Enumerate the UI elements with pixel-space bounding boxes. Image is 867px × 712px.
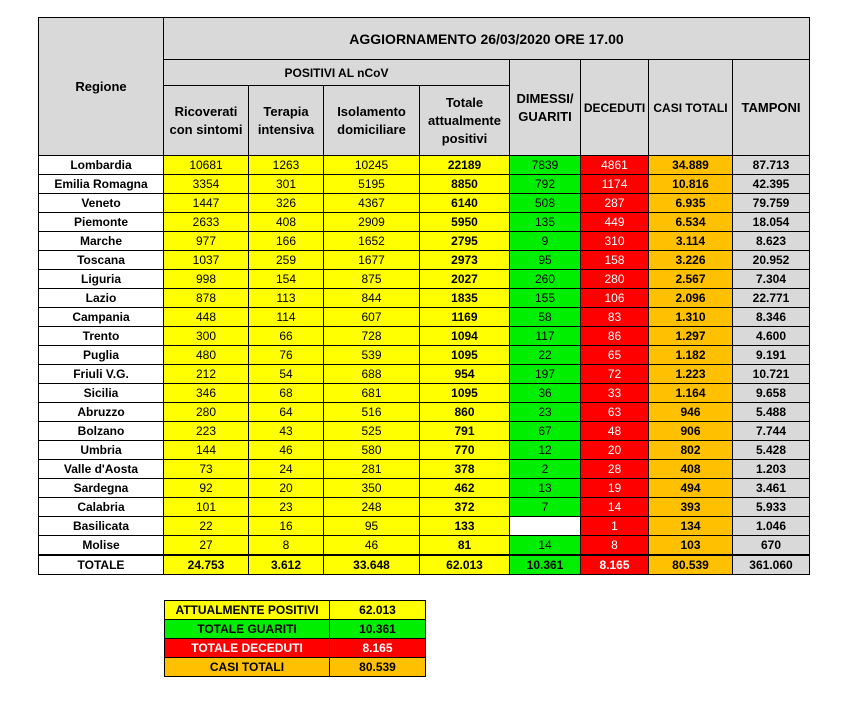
tamponi-value: 3.461 bbox=[733, 479, 810, 498]
casi-totali-value: 6.935 bbox=[649, 194, 733, 213]
tamponi-value: 5.488 bbox=[733, 403, 810, 422]
casi-totali-value: 6.534 bbox=[649, 213, 733, 232]
casi-totali-value: 134 bbox=[649, 517, 733, 536]
deceduti-value: 158 bbox=[581, 251, 649, 270]
tamponi-value: 4.600 bbox=[733, 327, 810, 346]
deceduti-value: 48 bbox=[581, 422, 649, 441]
deceduti-value: 86 bbox=[581, 327, 649, 346]
ricoverati-value: 480 bbox=[164, 346, 249, 365]
terapia-value: 54 bbox=[249, 365, 324, 384]
casi-totali-value: 906 bbox=[649, 422, 733, 441]
header-terapia: Terapia intensiva bbox=[249, 86, 324, 156]
region-name: Marche bbox=[39, 232, 164, 251]
tamponi-value: 5.933 bbox=[733, 498, 810, 517]
region-name: Toscana bbox=[39, 251, 164, 270]
region-name: Valle d'Aosta bbox=[39, 460, 164, 479]
terapia-value: 326 bbox=[249, 194, 324, 213]
casi-totali-value: 1.182 bbox=[649, 346, 733, 365]
ricoverati-value: 22 bbox=[164, 517, 249, 536]
summary-label-guariti: TOTALE GUARITI bbox=[165, 620, 330, 639]
casi-totali-value: 2.567 bbox=[649, 270, 733, 289]
isolamento-value: 1652 bbox=[324, 232, 420, 251]
totale-positivi-value: 2027 bbox=[420, 270, 510, 289]
terapia-value: 76 bbox=[249, 346, 324, 365]
dimessi-value: 135 bbox=[510, 213, 581, 232]
totale-positivi-value: 1094 bbox=[420, 327, 510, 346]
isolamento-value: 688 bbox=[324, 365, 420, 384]
terapia-value: 66 bbox=[249, 327, 324, 346]
totale-positivi-value: 791 bbox=[420, 422, 510, 441]
header-positivi-group: POSITIVI AL nCoV bbox=[164, 60, 510, 86]
table-row bbox=[39, 460, 810, 479]
table-row bbox=[39, 327, 810, 346]
isolamento-value: 248 bbox=[324, 498, 420, 517]
ricoverati-value: 280 bbox=[164, 403, 249, 422]
deceduti-value: 8.165 bbox=[581, 555, 649, 575]
tamponi-value: 79.759 bbox=[733, 194, 810, 213]
tamponi-value: 18.054 bbox=[733, 213, 810, 232]
totale-positivi-value: 5950 bbox=[420, 213, 510, 232]
header-totale-positivi: Totale attualmente positivi bbox=[420, 86, 510, 156]
totale-positivi-value: 372 bbox=[420, 498, 510, 517]
ricoverati-value: 27 bbox=[164, 536, 249, 556]
isolamento-value: 1677 bbox=[324, 251, 420, 270]
ricoverati-value: 144 bbox=[164, 441, 249, 460]
header-regione: Regione bbox=[39, 18, 164, 156]
totale-positivi-value: 378 bbox=[420, 460, 510, 479]
casi-totali-value: 408 bbox=[649, 460, 733, 479]
ricoverati-value: 977 bbox=[164, 232, 249, 251]
table-row bbox=[39, 441, 810, 460]
table-row bbox=[39, 289, 810, 308]
covid-regional-table bbox=[38, 17, 810, 575]
isolamento-value: 539 bbox=[324, 346, 420, 365]
terapia-value: 23 bbox=[249, 498, 324, 517]
dimessi-value: 508 bbox=[510, 194, 581, 213]
table-row bbox=[39, 194, 810, 213]
ricoverati-value: 1037 bbox=[164, 251, 249, 270]
casi-totali-value: 2.096 bbox=[649, 289, 733, 308]
deceduti-value: 28 bbox=[581, 460, 649, 479]
casi-totali-value: 393 bbox=[649, 498, 733, 517]
summary-value-guariti: 10.361 bbox=[330, 620, 426, 639]
dimessi-value: 7839 bbox=[510, 156, 581, 175]
totale-positivi-value: 770 bbox=[420, 441, 510, 460]
summary-label-positivi: ATTUALMENTE POSITIVI bbox=[165, 601, 330, 620]
deceduti-value: 72 bbox=[581, 365, 649, 384]
ricoverati-value: 448 bbox=[164, 308, 249, 327]
table-row bbox=[39, 498, 810, 517]
tamponi-value: 361.060 bbox=[733, 555, 810, 575]
terapia-value: 20 bbox=[249, 479, 324, 498]
casi-totali-value: 1.297 bbox=[649, 327, 733, 346]
totale-positivi-value: 2973 bbox=[420, 251, 510, 270]
ricoverati-value: 73 bbox=[164, 460, 249, 479]
terapia-value: 68 bbox=[249, 384, 324, 403]
dimessi-value: 13 bbox=[510, 479, 581, 498]
header-tamponi: TAMPONI bbox=[733, 60, 810, 156]
totale-positivi-value: 6140 bbox=[420, 194, 510, 213]
table-row bbox=[39, 251, 810, 270]
terapia-value: 113 bbox=[249, 289, 324, 308]
casi-totali-value: 34.889 bbox=[649, 156, 733, 175]
tamponi-value: 9.658 bbox=[733, 384, 810, 403]
totale-positivi-value: 1169 bbox=[420, 308, 510, 327]
isolamento-value: 580 bbox=[324, 441, 420, 460]
tamponi-value: 22.771 bbox=[733, 289, 810, 308]
tamponi-value: 7.744 bbox=[733, 422, 810, 441]
totale-positivi-value: 133 bbox=[420, 517, 510, 536]
tamponi-value: 7.304 bbox=[733, 270, 810, 289]
tamponi-value: 10.721 bbox=[733, 365, 810, 384]
isolamento-value: 728 bbox=[324, 327, 420, 346]
deceduti-value: 20 bbox=[581, 441, 649, 460]
casi-totali-value: 1.310 bbox=[649, 308, 733, 327]
dimessi-value bbox=[510, 517, 581, 536]
deceduti-value: 449 bbox=[581, 213, 649, 232]
ricoverati-value: 212 bbox=[164, 365, 249, 384]
region-name: Piemonte bbox=[39, 213, 164, 232]
tamponi-value: 8.346 bbox=[733, 308, 810, 327]
table-row bbox=[39, 536, 810, 556]
casi-totali-value: 80.539 bbox=[649, 555, 733, 575]
region-name: Lombardia bbox=[39, 156, 164, 175]
totale-positivi-value: 22189 bbox=[420, 156, 510, 175]
dimessi-value: 197 bbox=[510, 365, 581, 384]
table-row bbox=[39, 213, 810, 232]
deceduti-value: 8 bbox=[581, 536, 649, 556]
summary-table bbox=[164, 600, 426, 677]
region-name: Sicilia bbox=[39, 384, 164, 403]
totale-positivi-value: 1835 bbox=[420, 289, 510, 308]
ricoverati-value: 101 bbox=[164, 498, 249, 517]
deceduti-value: 65 bbox=[581, 346, 649, 365]
totale-positivi-value: 462 bbox=[420, 479, 510, 498]
summary-label-casi: CASI TOTALI bbox=[165, 658, 330, 677]
summary-value-positivi: 62.013 bbox=[330, 601, 426, 620]
dimessi-value: 155 bbox=[510, 289, 581, 308]
ricoverati-value: 998 bbox=[164, 270, 249, 289]
ricoverati-value: 3354 bbox=[164, 175, 249, 194]
table-row bbox=[39, 175, 810, 194]
region-name: Basilicata bbox=[39, 517, 164, 536]
ricoverati-value: 24.753 bbox=[164, 555, 249, 575]
deceduti-value: 106 bbox=[581, 289, 649, 308]
region-name: Molise bbox=[39, 536, 164, 556]
totale-positivi-value: 860 bbox=[420, 403, 510, 422]
dimessi-value: 95 bbox=[510, 251, 581, 270]
casi-totali-value: 10.816 bbox=[649, 175, 733, 194]
tamponi-value: 1.046 bbox=[733, 517, 810, 536]
isolamento-value: 875 bbox=[324, 270, 420, 289]
totale-positivi-value: 1095 bbox=[420, 384, 510, 403]
terapia-value: 46 bbox=[249, 441, 324, 460]
deceduti-value: 63 bbox=[581, 403, 649, 422]
header-deceduti: DECEDUTI bbox=[581, 60, 649, 156]
tamponi-value: 20.952 bbox=[733, 251, 810, 270]
terapia-value: 166 bbox=[249, 232, 324, 251]
dimessi-value: 58 bbox=[510, 308, 581, 327]
header-casi-totali: CASI TOTALI bbox=[649, 60, 733, 156]
header-dimessi: DIMESSI/ GUARITI bbox=[510, 60, 581, 156]
totale-positivi-value: 1095 bbox=[420, 346, 510, 365]
dimessi-value: 792 bbox=[510, 175, 581, 194]
terapia-value: 154 bbox=[249, 270, 324, 289]
table-row bbox=[39, 346, 810, 365]
casi-totali-value: 802 bbox=[649, 441, 733, 460]
totale-positivi-value: 954 bbox=[420, 365, 510, 384]
isolamento-value: 10245 bbox=[324, 156, 420, 175]
isolamento-value: 516 bbox=[324, 403, 420, 422]
casi-totali-value: 3.226 bbox=[649, 251, 733, 270]
isolamento-value: 4367 bbox=[324, 194, 420, 213]
terapia-value: 301 bbox=[249, 175, 324, 194]
dimessi-value: 22 bbox=[510, 346, 581, 365]
isolamento-value: 281 bbox=[324, 460, 420, 479]
terapia-value: 64 bbox=[249, 403, 324, 422]
ricoverati-value: 2633 bbox=[164, 213, 249, 232]
table-row bbox=[39, 156, 810, 175]
region-name: TOTALE bbox=[39, 555, 164, 575]
terapia-value: 3.612 bbox=[249, 555, 324, 575]
header-ricoverati: Ricoverati con sintomi bbox=[164, 86, 249, 156]
deceduti-value: 1174 bbox=[581, 175, 649, 194]
terapia-value: 24 bbox=[249, 460, 324, 479]
tamponi-value: 42.395 bbox=[733, 175, 810, 194]
table-row bbox=[39, 517, 810, 536]
totale-positivi-value: 8850 bbox=[420, 175, 510, 194]
terapia-value: 43 bbox=[249, 422, 324, 441]
dimessi-value: 2 bbox=[510, 460, 581, 479]
table-row bbox=[39, 270, 810, 289]
region-name: Friuli V.G. bbox=[39, 365, 164, 384]
dimessi-value: 12 bbox=[510, 441, 581, 460]
ricoverati-value: 223 bbox=[164, 422, 249, 441]
ricoverati-value: 1447 bbox=[164, 194, 249, 213]
ricoverati-value: 878 bbox=[164, 289, 249, 308]
deceduti-value: 19 bbox=[581, 479, 649, 498]
deceduti-value: 287 bbox=[581, 194, 649, 213]
terapia-value: 16 bbox=[249, 517, 324, 536]
deceduti-value: 83 bbox=[581, 308, 649, 327]
isolamento-value: 95 bbox=[324, 517, 420, 536]
tamponi-value: 1.203 bbox=[733, 460, 810, 479]
terapia-value: 408 bbox=[249, 213, 324, 232]
casi-totali-value: 1.164 bbox=[649, 384, 733, 403]
isolamento-value: 525 bbox=[324, 422, 420, 441]
table-row bbox=[39, 308, 810, 327]
casi-totali-value: 1.223 bbox=[649, 365, 733, 384]
isolamento-value: 46 bbox=[324, 536, 420, 556]
terapia-value: 1263 bbox=[249, 156, 324, 175]
isolamento-value: 2909 bbox=[324, 213, 420, 232]
terapia-value: 114 bbox=[249, 308, 324, 327]
isolamento-value: 33.648 bbox=[324, 555, 420, 575]
dimessi-value: 23 bbox=[510, 403, 581, 422]
table-row bbox=[39, 479, 810, 498]
table-row bbox=[39, 232, 810, 251]
tamponi-value: 9.191 bbox=[733, 346, 810, 365]
terapia-value: 259 bbox=[249, 251, 324, 270]
tamponi-value: 670 bbox=[733, 536, 810, 556]
deceduti-value: 33 bbox=[581, 384, 649, 403]
summary-label-deceduti: TOTALE DECEDUTI bbox=[165, 639, 330, 658]
isolamento-value: 681 bbox=[324, 384, 420, 403]
region-name: Sardegna bbox=[39, 479, 164, 498]
dimessi-value: 9 bbox=[510, 232, 581, 251]
isolamento-value: 607 bbox=[324, 308, 420, 327]
totale-positivi-value: 62.013 bbox=[420, 555, 510, 575]
report-title: AGGIORNAMENTO 26/03/2020 ORE 17.00 bbox=[164, 18, 810, 60]
deceduti-value: 14 bbox=[581, 498, 649, 517]
table-row bbox=[39, 403, 810, 422]
region-name: Veneto bbox=[39, 194, 164, 213]
casi-totali-value: 103 bbox=[649, 536, 733, 556]
terapia-value: 8 bbox=[249, 536, 324, 556]
summary-value-casi: 80.539 bbox=[330, 658, 426, 677]
region-name: Bolzano bbox=[39, 422, 164, 441]
deceduti-value: 280 bbox=[581, 270, 649, 289]
deceduti-value: 310 bbox=[581, 232, 649, 251]
isolamento-value: 350 bbox=[324, 479, 420, 498]
totale-positivi-value: 81 bbox=[420, 536, 510, 556]
casi-totali-value: 494 bbox=[649, 479, 733, 498]
totale-positivi-value: 2795 bbox=[420, 232, 510, 251]
table-row bbox=[39, 384, 810, 403]
casi-totali-value: 3.114 bbox=[649, 232, 733, 251]
dimessi-value: 117 bbox=[510, 327, 581, 346]
region-name: Lazio bbox=[39, 289, 164, 308]
region-name: Puglia bbox=[39, 346, 164, 365]
table-row bbox=[39, 365, 810, 384]
dimessi-value: 260 bbox=[510, 270, 581, 289]
ricoverati-value: 346 bbox=[164, 384, 249, 403]
totals-row bbox=[39, 555, 810, 575]
region-name: Umbria bbox=[39, 441, 164, 460]
region-name: Trento bbox=[39, 327, 164, 346]
region-name: Liguria bbox=[39, 270, 164, 289]
dimessi-value: 36 bbox=[510, 384, 581, 403]
header-isolamento: Isolamento domiciliare bbox=[324, 86, 420, 156]
dimessi-value: 67 bbox=[510, 422, 581, 441]
deceduti-value: 1 bbox=[581, 517, 649, 536]
region-name: Emilia Romagna bbox=[39, 175, 164, 194]
region-name: Campania bbox=[39, 308, 164, 327]
tamponi-value: 8.623 bbox=[733, 232, 810, 251]
ricoverati-value: 92 bbox=[164, 479, 249, 498]
tamponi-value: 87.713 bbox=[733, 156, 810, 175]
casi-totali-value: 946 bbox=[649, 403, 733, 422]
region-name: Abruzzo bbox=[39, 403, 164, 422]
deceduti-value: 4861 bbox=[581, 156, 649, 175]
summary-value-deceduti: 8.165 bbox=[330, 639, 426, 658]
isolamento-value: 844 bbox=[324, 289, 420, 308]
dimessi-value: 7 bbox=[510, 498, 581, 517]
isolamento-value: 5195 bbox=[324, 175, 420, 194]
table-row bbox=[39, 422, 810, 441]
dimessi-value: 10.361 bbox=[510, 555, 581, 575]
dimessi-value: 14 bbox=[510, 536, 581, 556]
ricoverati-value: 10681 bbox=[164, 156, 249, 175]
tamponi-value: 5.428 bbox=[733, 441, 810, 460]
region-name: Calabria bbox=[39, 498, 164, 517]
ricoverati-value: 300 bbox=[164, 327, 249, 346]
